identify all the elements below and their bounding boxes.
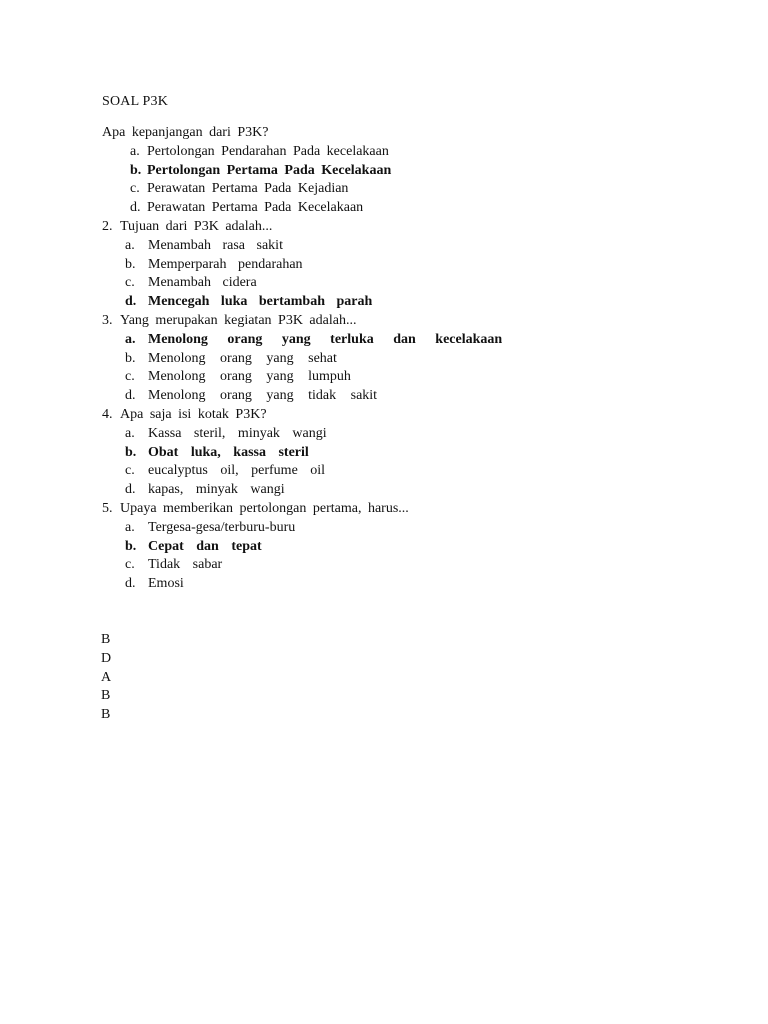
question-1-options <box>102 143 662 218</box>
option-d <box>102 575 662 594</box>
question-3-options <box>102 331 662 406</box>
option-text: Emosi <box>148 576 184 592</box>
option-b <box>102 256 662 275</box>
question-2-options <box>102 237 662 312</box>
question-1 <box>102 124 662 218</box>
option-text: Menolong orang yang terluka dan kecelakaan <box>148 331 503 347</box>
option-text: Menolong orang yang lumpuh <box>148 369 351 385</box>
option-letter: d. <box>125 482 136 498</box>
option-d <box>102 387 662 406</box>
question-list <box>102 124 662 594</box>
option-b <box>102 350 662 369</box>
option-a <box>102 425 662 444</box>
option-text: Tergesa-gesa/terburu-buru <box>148 519 296 535</box>
option-letter: b. <box>130 162 142 178</box>
option-text: Memperparah pendarahan <box>148 256 303 272</box>
option-letter: b. <box>125 444 137 460</box>
option-c <box>102 180 662 199</box>
question-2-line <box>102 218 662 237</box>
option-letter: c. <box>130 181 140 197</box>
option-text: Menambah cidera <box>148 275 257 291</box>
option-letter: b. <box>125 350 136 366</box>
option-letter: c. <box>125 463 135 479</box>
option-letter: b. <box>125 256 136 272</box>
question-5-options <box>102 519 662 594</box>
option-letter: d. <box>125 576 136 592</box>
question-5-line <box>102 500 662 519</box>
answer-1: B <box>101 632 111 647</box>
question-4-options <box>102 425 662 500</box>
question-1-line <box>102 124 662 143</box>
option-text: kapas, minyak wangi <box>148 482 285 498</box>
option-b-correct <box>102 444 662 463</box>
option-letter: c. <box>125 275 135 291</box>
option-letter: d. <box>125 294 137 310</box>
question-number: 2. <box>102 218 113 234</box>
question-text: Apa kepanjangan dari P3K? <box>102 125 269 140</box>
option-letter: b. <box>125 538 137 554</box>
answer-key <box>101 631 111 725</box>
option-text: Kassa steril, minyak wangi <box>148 425 327 441</box>
question-4-line <box>102 406 662 425</box>
page-title: SOAL P3K <box>102 94 169 109</box>
option-c <box>102 274 662 293</box>
option-text: Pertolongan Pendarahan Pada kecelakaan <box>147 143 389 159</box>
answer-4: B <box>101 688 111 704</box>
option-text: Obat luka, kassa steril <box>148 444 309 460</box>
option-text: Menambah rasa sakit <box>148 237 283 253</box>
option-text: Perawatan Pertama Pada Kecelakaan <box>147 200 364 216</box>
option-text: Menolong orang yang tidak sakit <box>148 388 378 404</box>
question-4 <box>102 406 662 500</box>
option-letter: a. <box>125 519 135 535</box>
option-letter: a. <box>125 331 136 347</box>
option-text: Tidak sabar <box>148 557 223 573</box>
option-text: Menolong orang yang sehat <box>148 350 337 366</box>
option-d <box>102 481 662 500</box>
option-d <box>102 199 662 218</box>
question-text: Yang merupakan kegiatan P3K adalah... <box>120 312 357 328</box>
question-number: 3. <box>102 312 113 328</box>
question-3 <box>102 312 662 406</box>
answer-2: D <box>101 650 112 666</box>
option-c <box>102 556 662 575</box>
answer-3: A <box>101 669 112 685</box>
option-a <box>102 519 662 538</box>
option-a <box>102 237 662 256</box>
option-b-correct <box>102 162 662 181</box>
option-text: Perawatan Pertama Pada Kejadian <box>147 181 349 197</box>
option-text: eucalyptus oil, perfume oil <box>148 463 326 479</box>
question-text: Tujuan dari P3K adalah... <box>120 218 273 234</box>
answer-5: B <box>101 707 111 723</box>
question-number: 4. <box>102 406 113 422</box>
question-text: Upaya memberikan pertolongan pertama, harus... <box>120 500 409 516</box>
option-letter: d. <box>125 388 136 404</box>
option-letter: c. <box>125 369 135 385</box>
option-b-correct <box>102 538 662 557</box>
option-letter: d. <box>130 200 141 216</box>
option-c <box>102 462 662 481</box>
question-number: 5. <box>102 500 113 516</box>
option-letter: a. <box>125 425 135 441</box>
option-text: Pertolongan Pertama Pada Kecelakaan <box>147 162 392 178</box>
question-2 <box>102 218 662 312</box>
question-text: Apa saja isi kotak P3K? <box>120 406 267 422</box>
option-a <box>102 143 662 162</box>
option-a-correct <box>102 331 662 350</box>
option-letter: c. <box>125 557 135 573</box>
option-text: Cepat dan tepat <box>148 538 262 554</box>
option-d-correct <box>102 293 662 312</box>
option-letter: a. <box>130 143 140 159</box>
question-3-line <box>102 312 662 331</box>
question-5 <box>102 500 662 594</box>
option-text: Mencegah luka bertambah parah <box>148 294 373 310</box>
option-letter: a. <box>125 237 135 253</box>
option-c <box>102 368 662 387</box>
